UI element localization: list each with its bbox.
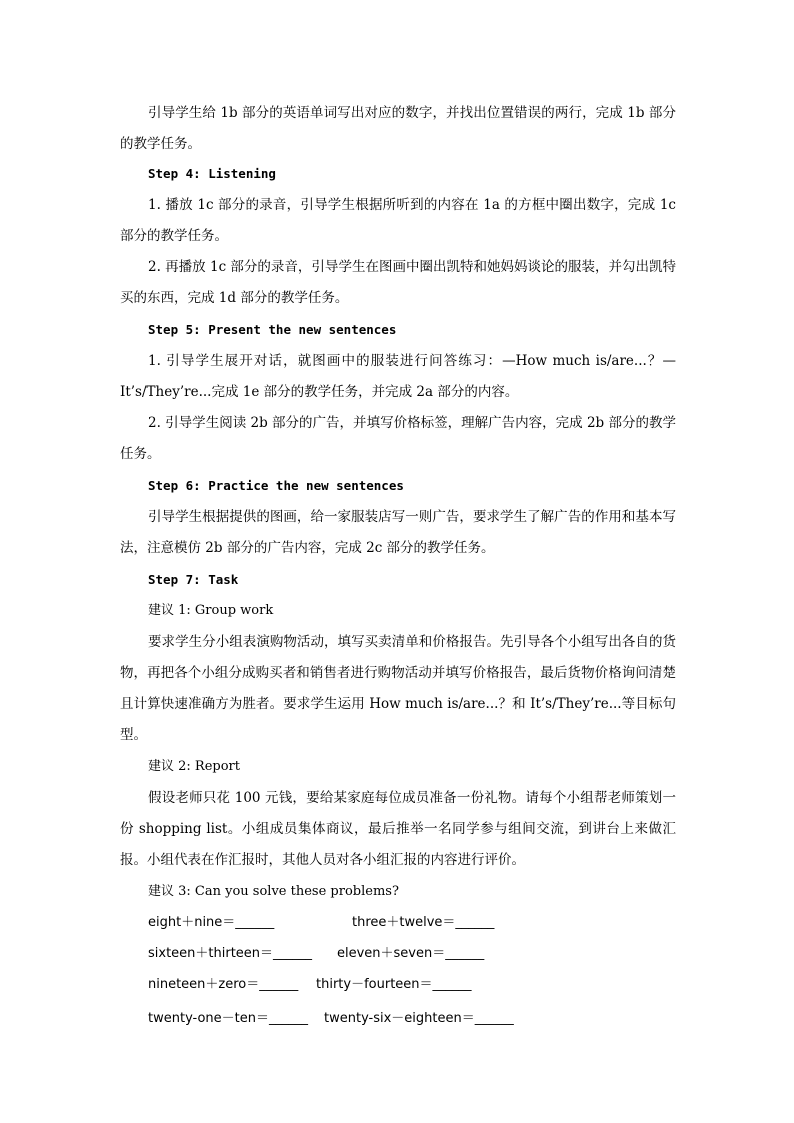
step-4-heading: Step 4: Listening [148,166,276,181]
problem-3a: nineteen＋zero＝______ [148,977,299,992]
step-6-heading: Step 6: Practice the new sentences [148,478,404,493]
paragraph-2b-task: 2. 引导学生阅读 2b 部分的广告，并填写价格标签，理解广告内容，完成 2b 部分的教学任务。 [120,415,676,462]
problem-1a: eight＋nine＝______ [148,915,275,930]
problem-1b: three＋twelve＝______ [352,915,495,930]
suggestion-1-heading: 建议 1: Group work [148,603,274,618]
problem-3b: thirty－fourteen＝______ [316,977,472,992]
step-7-heading: Step 7: Task [148,572,239,587]
suggestion-3-heading: 建议 3: Can you solve these problems? [148,884,399,899]
paragraph-1d-task: 2. 再播放 1c 部分的录音，引导学生在图画中圈出凯特和她妈妈谈论的服装，并勾出凯特买的东西，完成 1d 部分的教学任务。 [120,259,676,306]
problem-2a: sixteen＋thirteen＝______ [148,946,313,961]
paragraph-group-work: 要求学生分小组表演购物活动，填写买卖清单和价格报告。先引导各个小组写出各自的货物，再把各个小组分成购买者和销售者进行购物活动并填写价格报告，最后货物价格询问清楚且计算快速准确方为胜者。要求学生运用 How much is/are...？和 It’s/They’re...等目标句型。 [120,634,676,743]
paragraph-report: 假设老师只花 100 元钱，要给某家庭每位成员准备一份礼物。请每个小组帮老师策划一份 shopping list。小组成员集体商议，最后推举一名同学参与组间交流，到讲台上来做汇报。小组代表在作汇报时，其他人员对各小组汇报的内容进行评价。 [120,790,676,868]
step-5-heading: Step 5: Present the new sentences [148,322,397,337]
problem-4a: twenty-one－ten＝______ [148,1011,308,1026]
paragraph-1c-task: 1. 播放 1c 部分的录音，引导学生根据所听到的内容在 1a 的方框中圈出数字，完成 1c 部分的教学任务。 [120,197,676,244]
paragraph-1e-task: 1. 引导学生展开对话，就图画中的服装进行问答练习：—How much is/are...？—It’s/They’re...完成 1e 部分的教学任务，并完成 2a 部分的内容。 [120,353,676,400]
suggestion-2-heading: 建议 2: Report [148,759,240,774]
paragraph-2c-task: 引导学生根据提供的图画，给一家服装店写一则广告，要求学生了解广告的作用和基本写法，注意模仿 2b 部分的广告内容，完成 2c 部分的教学任务。 [120,509,676,556]
paragraph-1b-task: 引导学生给 1b 部分的英语单词写出对应的数字，并找出位置错误的两行，完成 1b 部分的教学任务。 [120,105,676,152]
problem-4b: twenty-six－eighteen＝______ [324,1011,514,1026]
problem-2b: eleven＋seven＝______ [337,946,485,961]
